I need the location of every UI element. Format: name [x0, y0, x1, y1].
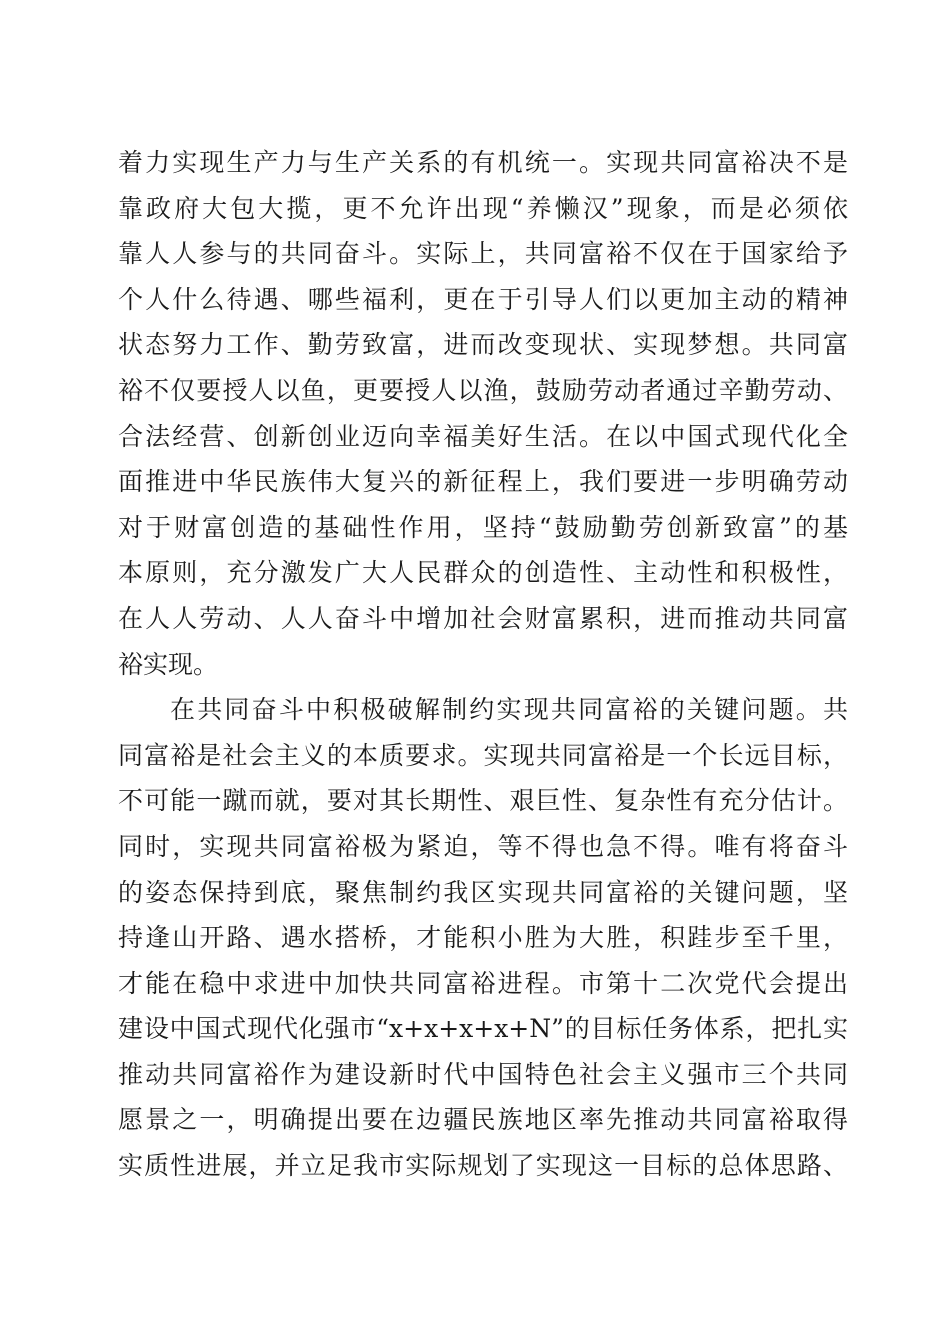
text-line: 才能在稳中求进中加快共同富裕进程。市第十二次党代会提出	[118, 968, 848, 998]
text-line: 裕不仅要授人以鱼，更要授人以渔，鼓励劳动者通过辛勤劳动、	[118, 375, 848, 405]
text-line: 实质性进展，并立足我市实际规划了实现这一目标的总体思路、	[118, 1151, 848, 1181]
text-line: 靠人人参与的共同奋斗。实际上，共同富裕不仅在于国家给予	[118, 239, 848, 269]
text-line: 本原则，充分激发广大人民群众的创造性、主动性和积极性，	[118, 558, 848, 588]
text-line: 着力实现生产力与生产关系的有机统一。实现共同富裕决不是	[118, 148, 848, 177]
text-line: 推动共同富裕作为建设新时代中国特色社会主义强市三个共同	[118, 1059, 848, 1089]
text-line: 面推进中华民族伟大复兴的新征程上，我们要进一步明确劳动	[118, 467, 848, 497]
text-line: 合法经营、创新创业迈向幸福美好生活。在以中国式现代化全	[118, 421, 848, 451]
text-line: 同时，实现共同富裕极为紧迫，等不得也急不得。唯有将奋斗	[118, 831, 848, 861]
text-line: 同富裕是社会主义的本质要求。实现共同富裕是一个长远目标，	[118, 740, 848, 770]
text-line: 裕实现。	[118, 649, 219, 679]
text-line: 的姿态保持到底，聚焦制约我区实现共同富裕的关键问题，坚	[118, 877, 848, 907]
text-line: 持逢山开路、遇水搭桥，才能积小胜为大胜，积跬步至千里，	[118, 923, 848, 953]
text-line: 靠政府大包大揽，更不允许出现“养懒汉”现象，而是必须依	[118, 193, 848, 223]
text-line: 愿景之一，明确提出要在边疆民族地区率先推动共同富裕取得	[118, 1105, 848, 1135]
paragraph-1	[118, 140, 848, 687]
body-text	[118, 140, 848, 1189]
paragraph-2	[118, 687, 848, 1189]
text-line: 在共同奋斗中积极破解制约实现共同富裕的关键问题。共	[170, 695, 848, 725]
text-line: 在人人劳动、人人奋斗中增加社会财富累积，进而推动共同富	[118, 603, 848, 633]
text-line: 不可能一蹴而就，要对其长期性、艰巨性、复杂性有充分估计。	[118, 786, 848, 816]
text-line: 建设中国式现代化强市“x+x+x+x+N”的目标任务体系，把扎实	[118, 1014, 848, 1044]
text-line: 对于财富创造的基础性作用，坚持“鼓励勤劳创新致富”的基	[118, 512, 848, 542]
text-line: 状态努力工作、勤劳致富，进而改变现状、实现梦想。共同富	[118, 330, 848, 360]
text-line: 个人什么待遇、哪些福利，更在于引导人们以更加主动的精神	[118, 284, 848, 314]
